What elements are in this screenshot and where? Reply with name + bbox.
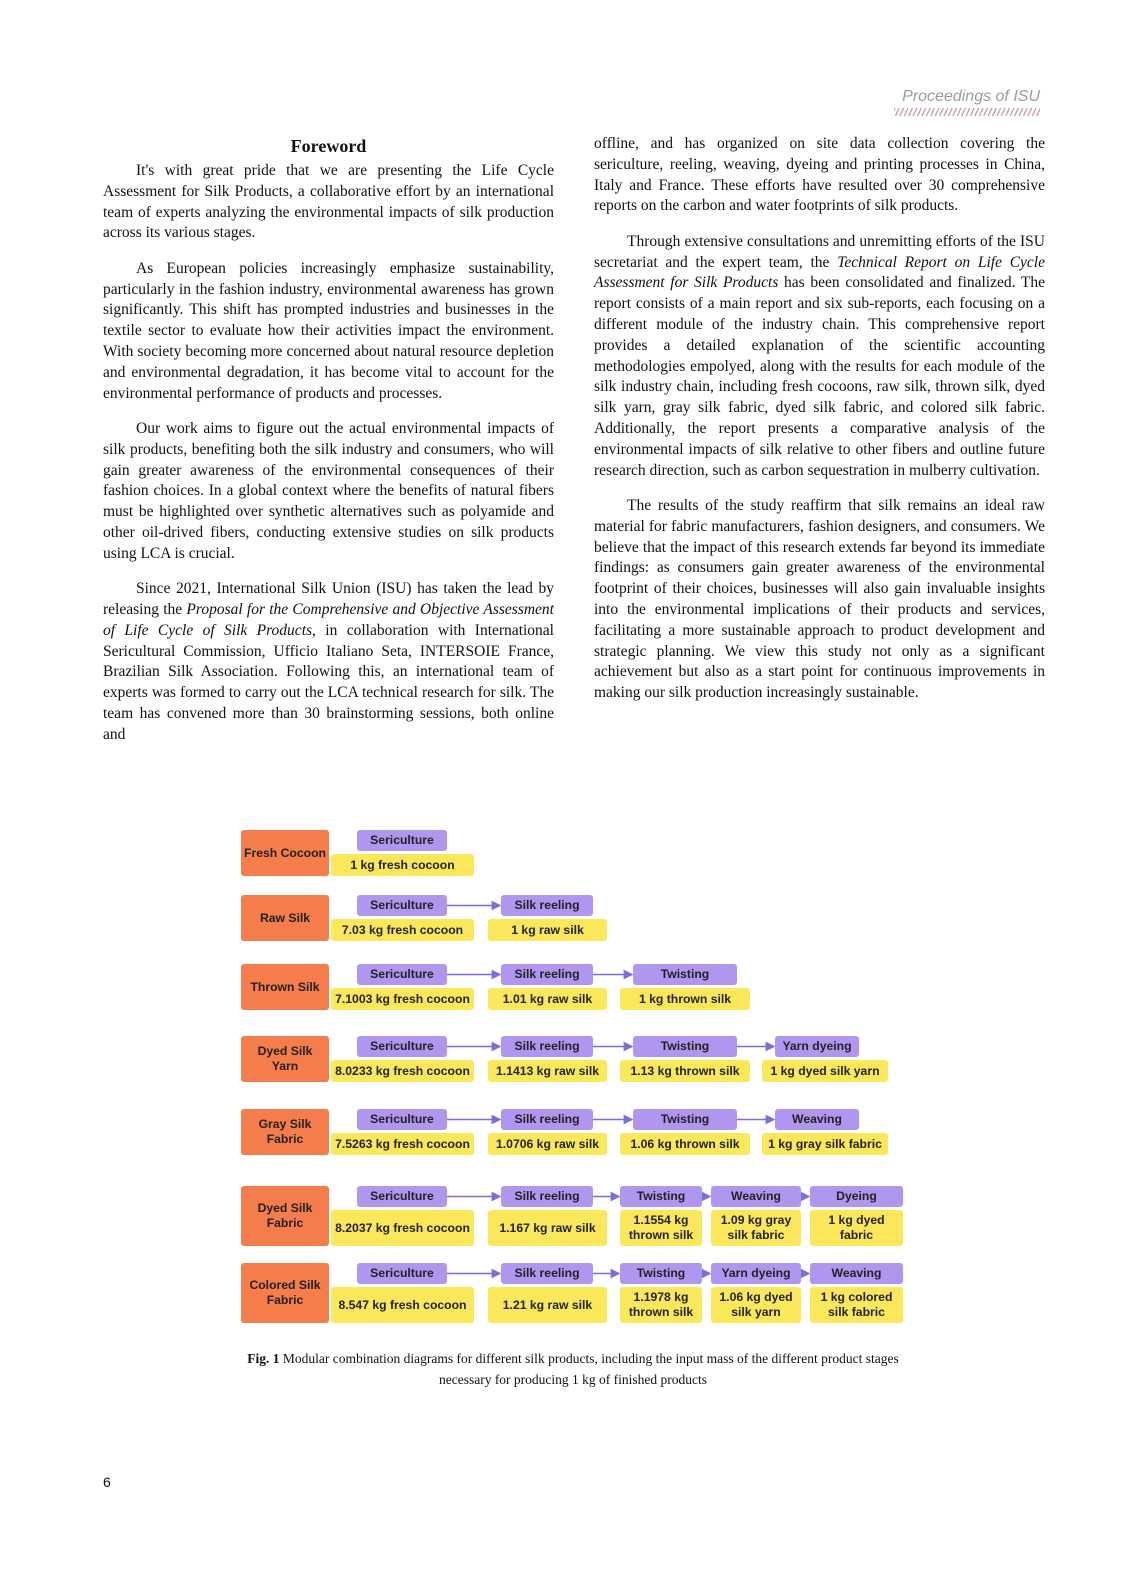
paragraph-1: It's with great pride that we are presenting the Life Cycle Assessment for Silk Products, a collaborative effort by an international team of experts analyzing the environmental impacts of silk production across its various stages. <box>103 162 554 242</box>
product-box: Colored Silk Fabric <box>241 1263 329 1323</box>
journal-title: Proceedings of ISU <box>902 88 1040 105</box>
process-box: Sericulture <box>357 964 447 985</box>
mass-box: 7.1003 kg fresh cocoon <box>331 988 474 1010</box>
process-box: Silk reeling <box>501 895 593 916</box>
figure-caption <box>228 1349 918 1390</box>
process-box: Weaving <box>775 1109 859 1130</box>
product-box: Dyed Silk Fabric <box>241 1186 329 1246</box>
process-box: Sericulture <box>357 1186 447 1207</box>
paragraph-2: As European policies increasingly emphasize sustainability, particularly in the fashion industry, environmental awareness has grown significantly. This shift has prompted industries and businesses in the textile sector to evaluate how their activities impact the environment. With society becoming more concerned about natural resource depletion and environmental degradation, it has become vital to account for the environmental performance of products and processes. <box>103 259 554 402</box>
mass-box: 7.5263 kg fresh cocoon <box>331 1133 474 1155</box>
product-box: Fresh Cocoon <box>241 830 329 876</box>
process-box: Silk reeling <box>501 1109 593 1130</box>
product-box: Thrown Silk <box>241 964 329 1010</box>
mass-box: 1 kg thrown silk <box>620 988 750 1010</box>
product-box: Dyed Silk Yarn <box>241 1036 329 1082</box>
mass-box: 1.0706 kg raw silk <box>488 1133 607 1155</box>
mass-box: 7.03 kg fresh cocoon <box>331 919 474 941</box>
process-box: Sericulture <box>357 1109 447 1130</box>
paragraph-6-text-b: has been consolidated and finalized. The report consists of a main report and six sub-reports, each focusing on a different module of the industry chain. This comprehensive report provides a detailed explanation of the scientific accounting methodologies empolyed, along with the results for each module of the silk industry chain, including fresh cocoons, raw silk, thrown silk, dyed silk yarn, gray silk fabric, dyed silk fabric, and colored silk fabric. Additionally, the report presents a comparative analysis of the environmental impacts of silk relative to other fibers and outline future research direction, such as carbon sequestration in mulberry cultivation. <box>594 274 1045 479</box>
mass-box: 8.0233 kg fresh cocoon <box>331 1060 474 1082</box>
mass-box: 1.167 kg raw silk <box>488 1210 607 1246</box>
process-box: Twisting <box>620 1186 702 1207</box>
process-box: Sericulture <box>357 895 447 916</box>
mass-box: 1 kg raw silk <box>488 919 607 941</box>
process-box: Yarn dyeing <box>711 1263 801 1284</box>
process-box: Twisting <box>633 1036 737 1057</box>
paragraph-6-text-a: Through extensive consultations and unremitting efforts of the ISU secretariat and the expert team, the <box>594 232 1045 271</box>
product-box: Gray Silk Fabric <box>241 1109 329 1155</box>
process-box: Silk reeling <box>501 1186 593 1207</box>
mass-box: 1.13 kg thrown silk <box>620 1060 750 1082</box>
report-title: Technical Report on Life Cycle Assessment for Silk Products <box>594 253 1045 292</box>
foreword-heading: Foreword <box>290 136 367 156</box>
process-box: Sericulture <box>357 830 447 851</box>
process-box: Twisting <box>620 1263 702 1284</box>
mass-box: 1 kg fresh cocoon <box>331 854 474 876</box>
figure-caption-text: Modular combination diagrams for different silk products, including the input mass of the different product stages necessary for producing 1 kg of finished products <box>279 1351 899 1387</box>
page-number: 6 <box>103 1474 111 1490</box>
process-box: Weaving <box>810 1263 903 1284</box>
process-box: Sericulture <box>357 1036 447 1057</box>
mass-box: 1 kg dyed fabric <box>810 1210 903 1246</box>
mass-box: 1.06 kg dyed silk yarn <box>711 1287 801 1323</box>
mass-box: 8.547 kg fresh cocoon <box>331 1287 474 1323</box>
process-box: Twisting <box>633 1109 737 1130</box>
paragraph-7: The results of the study reaffirm that silk remains an ideal raw material for fabric manufacturers, fashion designers, and consumers. We believe that the impact of this research extends far beyond its immediate findings: as consumers gain greater awareness of the environmental footprint of their choices, businesses will also gain invaluable insights into the environmental implications of their products and services, facilitating a more sustainable approach to product development and strategic planning. We view this study not only as a significant achievement but also as a start point for continuous improvements in making our silk production increasingly sustainable. <box>594 496 1045 702</box>
mass-box: 1.09 kg gray silk fabric <box>711 1210 801 1246</box>
paragraph-3: Our work aims to figure out the actual environmental impacts of silk products, benefiting both the silk industry and consumers, who will gain greater awareness of the environmental consequences of their fashion choices. In a global context where the benefits of natural fibers must be highlighted over synthetic alternatives such as polyamide and other oil-drived fibers, conducting extensive studies on silk products using LCA is crucial. <box>103 419 554 562</box>
process-box: Yarn dyeing <box>775 1036 859 1057</box>
mass-box: 8.2037 kg fresh cocoon <box>331 1210 474 1246</box>
mass-box: 1.1978 kg thrown silk <box>620 1287 702 1323</box>
mass-box: 1.01 kg raw silk <box>488 988 607 1010</box>
process-box: Silk reeling <box>501 964 593 985</box>
figure-label: Fig. 1 <box>247 1351 280 1366</box>
proposal-title: Proposal for the Comprehensive and Objective Assessment of Life Cycle of Silk Products <box>103 600 554 639</box>
mass-box: 1 kg colored silk fabric <box>810 1287 903 1323</box>
process-box: Dyeing <box>810 1186 903 1207</box>
mass-box: 1.06 kg thrown silk <box>620 1133 750 1155</box>
mass-box: 1 kg dyed silk yarn <box>762 1060 888 1082</box>
process-box: Silk reeling <box>501 1263 593 1284</box>
mass-box: 1 kg gray silk fabric <box>762 1133 888 1155</box>
process-box: Weaving <box>711 1186 801 1207</box>
mass-box: 1.1554 kg thrown silk <box>620 1210 702 1246</box>
process-box: Sericulture <box>357 1263 447 1284</box>
paragraph-4-text-a: Since 2021, International Silk Union (ISU) has taken the lead by releasing the <box>103 580 554 618</box>
paragraph-4-text-b: , in collaboration with International Sericultural Commission, Ufficio Italiano Seta, INTERSOIE France, Brazilian Silk Association. Following this, an international team of experts was formed to carry out the LCA technical research for silk. The team has convened more than 30 brainstorming sessions, both online and <box>103 621 554 743</box>
paragraph-5: offline, and has organized on site data collection covering the sericulture, reeling, weaving, dyeing and printing processes in China, Italy and France. These efforts have resulted over 30 comprehensive reports on the carbon and water footprints of silk products. <box>594 135 1045 215</box>
product-box: Raw Silk <box>241 895 329 941</box>
process-box: Silk reeling <box>501 1036 593 1057</box>
process-box: Twisting <box>633 964 737 985</box>
mass-box: 1.1413 kg raw silk <box>488 1060 607 1082</box>
mass-box: 1.21 kg raw silk <box>488 1287 607 1323</box>
